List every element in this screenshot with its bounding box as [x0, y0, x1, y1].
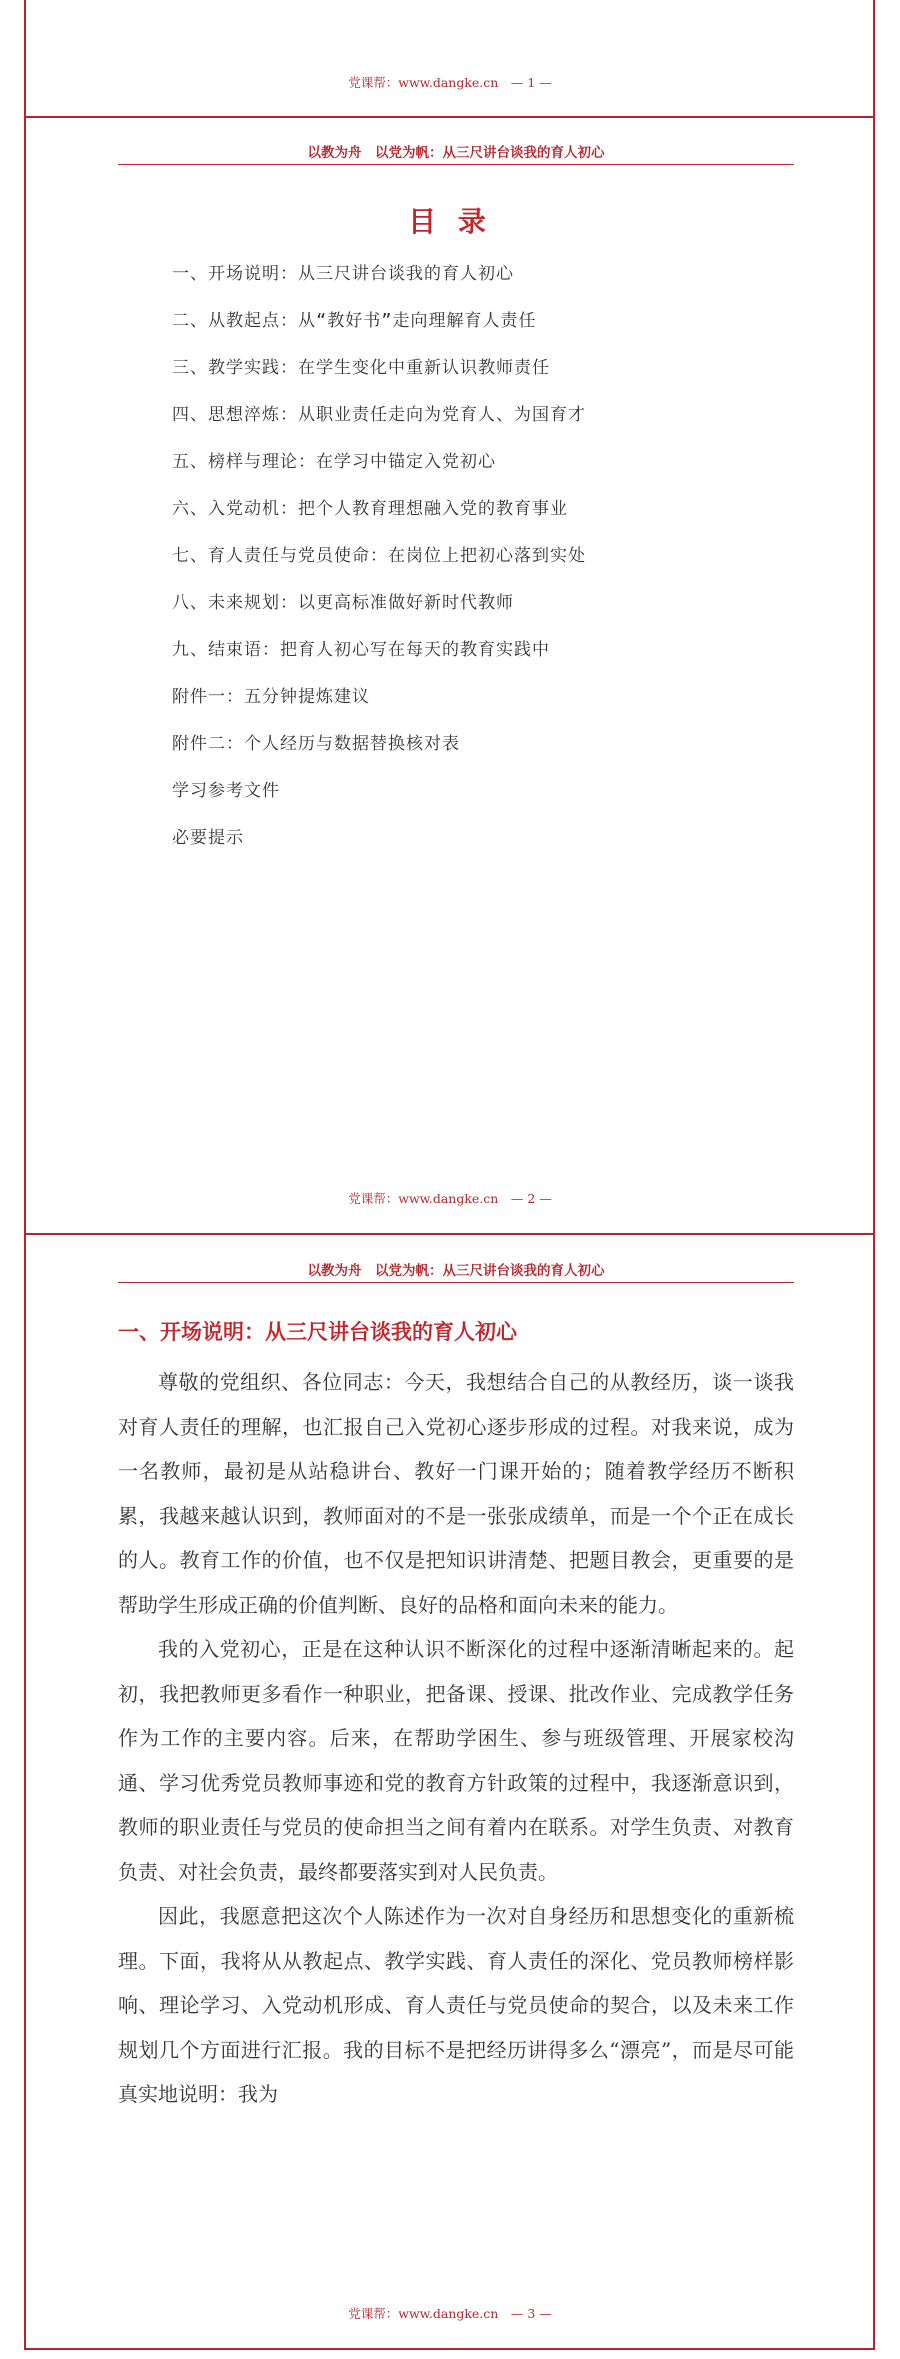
toc-item[interactable]: 四、思想淬炼：从职业责任走向为党育人、为国育才 — [172, 405, 586, 425]
toc-item[interactable]: 附件二：个人经历与数据替换核对表 — [172, 734, 460, 754]
toc-item[interactable]: 附件一：五分钟提炼建议 — [172, 687, 370, 707]
page-footer-1: 党课帮：www.dangke.cn — 1 — — [348, 75, 552, 90]
toc-item[interactable]: 学习参考文件 — [172, 781, 280, 801]
toc-item[interactable]: 五、榜样与理论：在学习中锚定入党初心 — [172, 452, 496, 472]
toc-list — [172, 262, 586, 873]
running-header-page-3: 以教为舟 以党为帆：从三尺讲台谈我的育人初心 — [118, 1259, 794, 1283]
toc-item[interactable]: 八、未来规划：以更高标准做好新时代教师 — [172, 593, 514, 613]
running-header-page-2: 以教为舟 以党为帆：从三尺讲台谈我的育人初心 — [118, 141, 794, 165]
body-paragraph: 尊敬的党组织、各位同志：今天，我想结合自己的从教经历，谈一谈我对育人责任的理解，也汇报自己入党初心逐步形成的过程。对我来说，成为一名教师，最初是从站稳讲台、教好一门课开始的；随着教学经历不断积累，我越来越认识到，教师面对的不是一张张成绩单，而是一个个正在成长的人。教育工作的价值，也不仅是把知识讲清楚、把题目教会，更重要的是帮助学生形成正确的价值判断、良好的品格和面向未来的能力。 — [118, 1370, 794, 1617]
toc-item[interactable]: 三、教学实践：在学生变化中重新认识教师责任 — [172, 358, 550, 378]
body-paragraph: 我的入党初心，正是在这种认识不断深化的过程中逐渐清晰起来的。起初，我把教师更多看作一种职业，把备课、授课、批改作业、完成教学任务作为工作的主要内容。后来，在帮助学困生、参与班级管理、开展家校沟通、学习优秀党员教师事迹和党的教育方针政策的过程中，我逐渐意识到，教师的职业责任与党员的使命担当之间有着内在联系。对学生负责、对教育负责、对社会负责，最终都要落实到对人民负责。 — [118, 1637, 794, 1884]
body-paragraph: 因此，我愿意把这次个人陈述作为一次对自身经历和思想变化的重新梳理。下面，我将从从教起点、教学实践、育人责任的深化、党员教师榜样影响、理论学习、入党动机形成、育人责任与党员使命的契合，以及未来工作规划几个方面进行汇报。我的目标不是把经历讲得多么“漂亮”，而是尽可能真实地说明：我为 — [118, 1904, 794, 2106]
toc-item[interactable]: 必要提示 — [172, 828, 244, 848]
page-1-frame — [24, 0, 875, 117]
section-heading: 一、开场说明：从三尺讲台谈我的育人初心 — [118, 1320, 517, 1344]
section-body — [118, 1360, 794, 2117]
toc-item[interactable]: 七、育人责任与党员使命：在岗位上把初心落到实处 — [172, 546, 586, 566]
toc-item[interactable]: 九、结束语：把育人初心写在每天的教育实践中 — [172, 640, 550, 660]
toc-item[interactable]: 二、从教起点：从“教好书”走向理解育人责任 — [172, 311, 537, 331]
page-divider-3 — [24, 2348, 875, 2350]
toc-item[interactable]: 一、开场说明：从三尺讲台谈我的育人初心 — [172, 264, 514, 284]
toc-item[interactable]: 六、入党动机：把个人教育理想融入党的教育事业 — [172, 499, 568, 519]
page-footer-3: 党课帮：www.dangke.cn — 3 — — [348, 2306, 552, 2321]
toc-title: 目 录 — [408, 205, 492, 238]
page-footer-2: 党课帮：www.dangke.cn — 2 — — [348, 1191, 552, 1206]
